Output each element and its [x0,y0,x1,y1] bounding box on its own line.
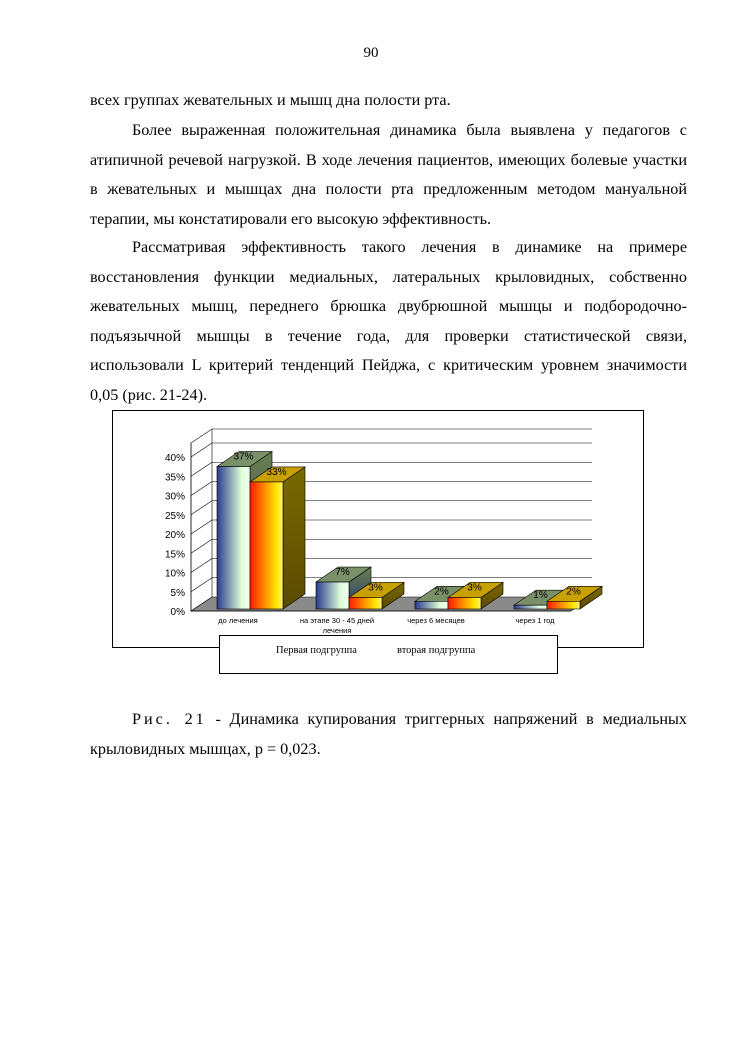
x-tick-label: на этапе 30 - 45 дней [299,616,375,625]
bar-series-1 [415,601,448,609]
x-tick-label: через 6 месяцев [407,616,465,625]
paragraph-3: Рассматривая эффективность такого лечения в динамике на примере восстановления функции медиальных, латеральных крыловидных, собственно жевательных мышц, переднего брюшка двубрюшной мышцы и подбородочно-подъязычной мышцы в течение года, для проверки статистической связи, использовали L критерий тенденций Пейджа, с критическим уровнем значимости 0,05 (рис. 21-24). [90,238,687,404]
bar-series-1 [217,467,250,609]
figure-label: Рис. 21 [132,710,207,728]
x-tick-label: через 1 год [515,616,555,625]
chart-side-wall [191,429,212,611]
y-tick-label: 40% [164,453,185,464]
bar-series-2 [250,482,283,609]
y-tick-label: 30% [164,491,185,503]
y-tick-label: 15% [164,549,185,561]
x-tick-label: лечения [322,626,352,635]
x-tick-label: до лечения [218,616,258,625]
y-tick-label: 0% [170,607,185,618]
page-number: 90 [363,45,379,61]
y-tick-label: 5% [170,587,185,599]
data-label-series-2: 33% [266,466,287,478]
figure-caption-text: - Динамика купирования триггерных напряжений в медиальных крыловидных мышцах, р = 0,023. [90,710,687,758]
data-label-series-2: 3% [467,582,482,594]
bar-series-2 [349,597,382,609]
data-label-series-2: 3% [368,582,383,594]
bar-series-1 [316,582,349,609]
y-tick-label: 25% [164,510,185,522]
bar-series-1 [514,605,547,609]
data-label-series-2: 2% [566,586,581,598]
bar-chart [113,411,643,647]
paragraph-2: Более выраженная положительная динамика была выявлена у педагогов с атипичной речевой нагрузкой. В ходе лечения пациентов, имеющих болевые участки в жевательных и мышцах дна полости рта предложенным методом мануальной терапии, мы констатировали его высокую эффективность. [90,121,687,228]
bar-series-2 [448,597,481,609]
bar-side-2 [283,467,305,609]
figure-caption [90,705,687,764]
data-label-series-1: 7% [335,567,350,579]
y-tick-label: 20% [164,530,185,541]
paragraph-1: всех группах жевательных и мышц дна полости рта. [90,91,451,109]
chart-legend [219,635,558,674]
chart-frame [112,410,644,648]
data-label-series-1: 1% [533,590,548,602]
y-tick-label: 35% [164,472,185,484]
data-label-series-1: 2% [434,586,449,598]
bar-series-2 [547,601,580,609]
legend-series-1: Первая подгруппа [276,645,357,656]
y-tick-label: 10% [164,568,185,580]
legend-series-2: вторая подгруппа [397,645,476,656]
data-label-series-1: 37% [233,451,254,463]
